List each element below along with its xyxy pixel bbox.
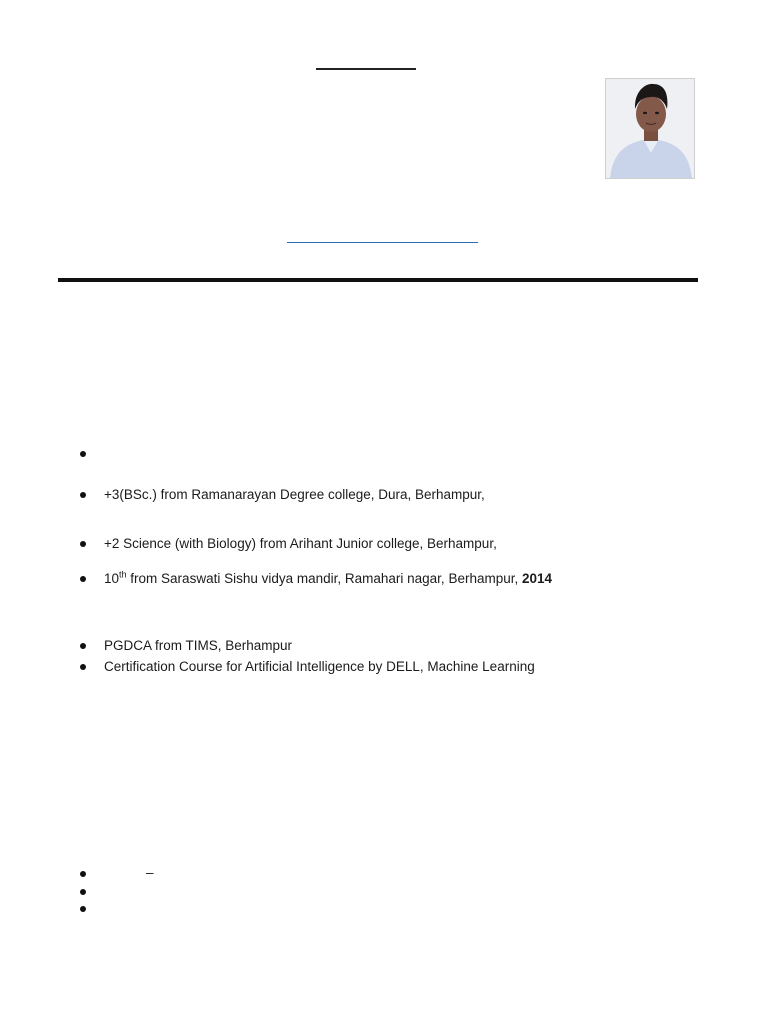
education-item-plus2: +2 Science (with Biology) from Arihant Junior college, Berhampur, xyxy=(104,536,497,551)
list-bullet xyxy=(80,576,86,582)
person-photo-icon xyxy=(606,79,695,179)
qualification-item-pgdca: PGDCA from TIMS, Berhampur xyxy=(104,638,293,653)
list-bullet xyxy=(80,664,86,670)
passing-year: 2014 xyxy=(521,571,553,586)
list-bullet xyxy=(80,889,86,895)
list-bullet xyxy=(80,451,86,457)
list-bullet xyxy=(80,541,86,547)
grade-number: 10 xyxy=(104,571,120,586)
header-divider xyxy=(58,278,698,282)
list-dash: – xyxy=(146,865,154,880)
list-bullet xyxy=(80,871,86,877)
email-link-underline[interactable] xyxy=(287,242,478,243)
title-underline xyxy=(316,68,416,70)
profile-photo xyxy=(605,78,695,179)
education-item-bsc: +3(BSc.) from Ramanarayan Degree college, Dura, Berhampur, xyxy=(104,487,485,502)
education-item-10th xyxy=(104,571,552,587)
list-bullet xyxy=(80,492,86,498)
school-text: from Saraswati Sishu vidya mandir, Ramahari nagar, Berhampur, xyxy=(126,571,522,586)
grade-suffix: th xyxy=(119,569,127,580)
list-bullet xyxy=(80,643,86,649)
qualification-item-ai-cert: Certification Course for Artificial Intelligence by DELL, Machine Learning xyxy=(104,659,535,674)
list-bullet xyxy=(80,906,86,912)
